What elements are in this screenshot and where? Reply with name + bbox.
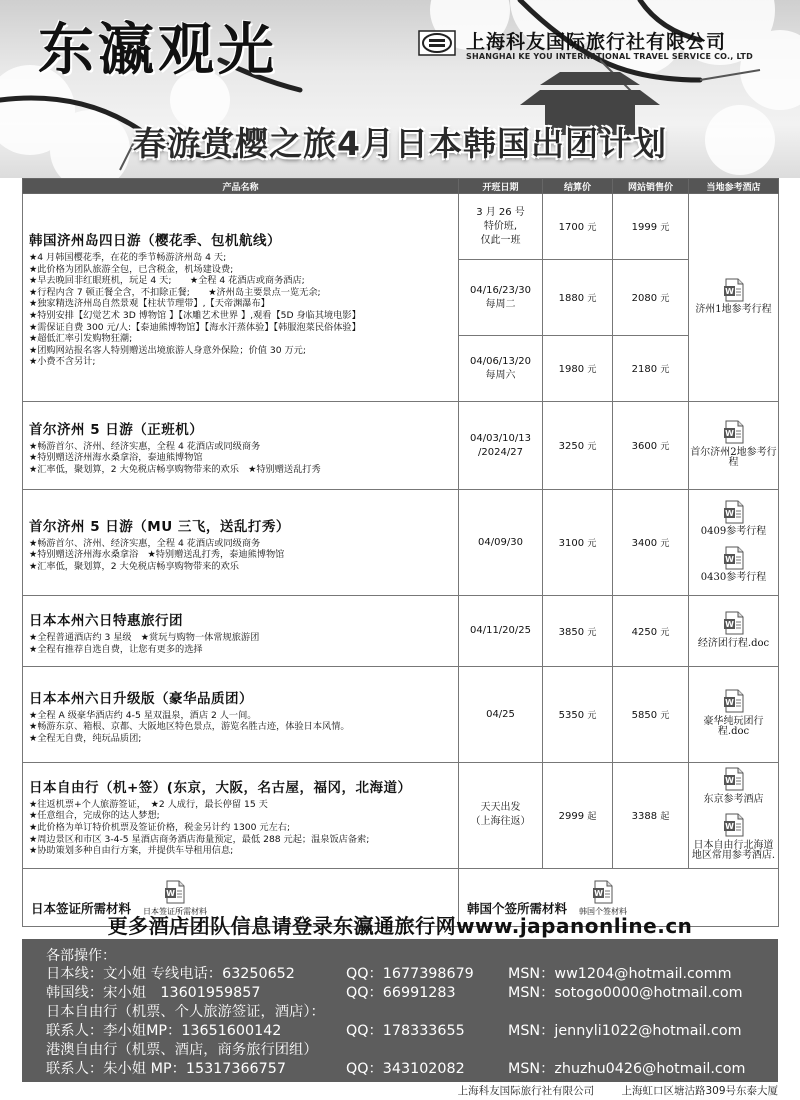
product-cell — [23, 763, 459, 869]
headline: 春游赏樱之旅4月日本韩国出团计划 — [133, 124, 667, 163]
word-document-icon — [723, 689, 745, 713]
word-document-icon — [723, 813, 745, 837]
table-row — [23, 596, 779, 667]
japan-visa-document-label: 日本签证所需材料 — [143, 906, 208, 916]
price-unit: 起 — [660, 811, 670, 822]
col-header-hotel: 当地参考酒店 — [689, 179, 779, 194]
svg-text:W: W — [724, 286, 734, 296]
hotel-document-label: 日本自由行北海道地区常用参考酒店. — [691, 839, 776, 861]
tour-plan-table — [22, 178, 779, 927]
word-document-icon — [723, 546, 745, 570]
web-price — [613, 667, 689, 763]
contact-name: 日本自由行（机票、个人旅游签证，酒店）： — [46, 1004, 325, 1020]
cost-price — [543, 402, 613, 490]
word-document-icon — [592, 880, 614, 904]
contact-name: 韩国线：宋小姐 13601959857 — [46, 985, 261, 1001]
product-feature: ★全程 A 级豪华酒店约 4-5 星双温泉，酒店 2 人一间。 — [29, 709, 257, 721]
cost-value: 1700 — [558, 222, 585, 233]
product-cell — [23, 402, 459, 490]
web-price-value: 3600 — [631, 441, 658, 452]
brand-title: 东瀛观光 — [38, 18, 278, 83]
word-document-icon — [723, 278, 745, 302]
product-feature: ★畅游首尔、济州、经济实惠，全程 4 花酒店或同级商务 — [29, 537, 261, 549]
cost-value: 1880 — [558, 293, 585, 304]
product-feature: ★特别赠送济州海水桑拿浴，泰迪熊博物馆 — [29, 452, 203, 464]
product-cell — [23, 667, 459, 763]
price-unit: 元 — [587, 294, 597, 304]
hotel-cell — [689, 596, 779, 667]
svg-text:W: W — [724, 698, 734, 708]
company-name-en: SHANGHAI KE YOU INTERNATIONAL TRAVEL SERVICE CO., LTD — [466, 52, 753, 61]
hotel-document-label: 0409参考行程 — [700, 526, 767, 537]
company-name-cn: 上海科友国际旅行社有限公司 — [466, 31, 727, 53]
svg-text:W: W — [724, 620, 734, 629]
svg-text:W: W — [724, 508, 734, 518]
web-price-value: 1999 — [631, 222, 658, 233]
price-unit: 元 — [660, 627, 670, 638]
departure-date: 天天出发 （上海往返） — [459, 763, 543, 869]
hotel-document-label: 豪华纯玩团行程.doc — [703, 715, 764, 738]
hotel-document-label: 0430参考行程 — [700, 572, 767, 583]
contact-msn: MSN：sotogo0000@hotmail.com — [508, 985, 743, 1001]
product-title: 日本本州六日升级版（豪华品质团） — [29, 690, 253, 707]
product-feature: ★汇率低，聚划算，2 大免税店畅享购物带来的欢乐 — [29, 560, 239, 572]
product-cell — [23, 596, 459, 667]
departure-date: 3 月 26 号 特价班, 仅此一班 — [459, 194, 543, 260]
col-header-cost: 结算价 — [543, 179, 613, 194]
web-price — [613, 336, 689, 402]
hotel-cell — [689, 490, 779, 596]
contact-msn: MSN：ww1204@hotmail.comm — [508, 966, 732, 982]
price-unit: 元 — [660, 365, 670, 375]
product-title: 首尔济州 5 日游（MU 三飞，送乱打秀） — [29, 518, 290, 535]
price-unit: 元 — [587, 223, 597, 233]
svg-text:W: W — [724, 429, 734, 439]
contact-row — [46, 1022, 778, 1041]
product-title: 日本本州六日特惠旅行团 — [29, 612, 183, 629]
hotel-document-label: 首尔济州2地参考行程 — [690, 446, 777, 469]
col-header-web-price: 网站销售价 — [613, 179, 689, 194]
product-feature: ★此价格为团队旅游全包，已含税金，机场建设费; — [29, 263, 234, 275]
table-row — [23, 194, 779, 260]
product-feature: ★汇率低，聚划算，2 大免税店畅享购物带来的欢乐 ★特别赠送乱打秀 — [29, 463, 321, 475]
departure-date: 04/11/20/25 — [459, 596, 543, 667]
hotel-document-label: 经济团行程.doc — [697, 637, 770, 649]
cost-value: 3850 — [558, 626, 585, 638]
word-document-icon — [723, 420, 745, 444]
hotel-document-label: 东京参考酒店 — [703, 793, 764, 805]
product-cell — [23, 194, 459, 402]
product-feature: ★小费不含另计; — [29, 356, 96, 368]
departure-date: 04/09/30 — [459, 490, 543, 596]
cost-price — [543, 490, 613, 596]
svg-text:W: W — [724, 776, 734, 785]
hotel-document-link[interactable] — [689, 687, 778, 738]
cost-price — [543, 667, 613, 763]
contact-row — [46, 965, 778, 984]
product-feature: ★全程普通酒店约 3 星级 ★赏玩与购物一体常规旅游团 — [29, 631, 260, 643]
footer-heading: 各部操作： — [46, 948, 116, 964]
web-price — [613, 402, 689, 490]
company-logo-icon — [418, 30, 456, 56]
contact-qq: QQ：178333655 — [346, 1023, 465, 1039]
contact-row — [46, 984, 778, 1003]
cost-value: 5350 — [558, 710, 585, 721]
svg-text:W: W — [166, 888, 175, 898]
cost-value: 3100 — [558, 538, 585, 549]
web-price-value: 2180 — [631, 364, 658, 375]
product-feature: ★4 月韩国樱花季，在花的季节畅游济州岛 4 天; — [29, 252, 227, 264]
svg-text:W: W — [724, 822, 734, 831]
price-unit: 元 — [587, 627, 597, 638]
footer-address: 上海虹口区塘沽路309号东泰大厦 — [621, 1085, 778, 1097]
hotel-document-link[interactable] — [689, 811, 778, 862]
cost-value: 3250 — [558, 441, 585, 452]
contact-footer — [22, 939, 778, 1082]
price-unit: 元 — [660, 223, 670, 233]
contact-qq: QQ：1677398679 — [346, 966, 474, 982]
web-price-value: 5850 — [631, 710, 658, 721]
hotel-cell — [689, 194, 779, 402]
product-title: 韩国济州岛四日游（樱花季、包机航线） — [29, 233, 281, 250]
contact-msn: MSN：jennyli1022@hotmail.com — [508, 1023, 742, 1039]
cost-price — [543, 763, 613, 869]
footer-company: 上海科友国际旅行社有限公司 — [457, 1085, 595, 1097]
product-feature: ★超低汇率引发购物狂潮; — [29, 333, 133, 345]
table-header-row — [23, 179, 779, 194]
table-row — [23, 402, 779, 490]
product-feature: ★任意组合，完成你的达人梦想; — [29, 810, 160, 822]
contact-name: 港澳自由行（机票、酒店，商务旅行团组） — [46, 1042, 318, 1058]
departure-date: 04/16/23/30 每周二 — [459, 260, 543, 336]
hotel-document-link[interactable] — [689, 418, 778, 469]
web-price — [613, 763, 689, 869]
web-price — [613, 490, 689, 596]
cost-value: 1980 — [558, 364, 585, 375]
hotel-document-label: 济州1地参考行程 — [695, 304, 772, 315]
web-price — [613, 596, 689, 667]
word-document-icon — [164, 880, 186, 904]
col-header-product: 产品名称 — [23, 179, 459, 194]
header-banner — [0, 0, 800, 178]
col-header-date: 开班日期 — [459, 179, 543, 194]
product-title: 日本自由行（机+签）(东京，大阪，名古屋，福冈，北海道） — [29, 779, 412, 796]
product-feature: ★畅游东京、箱根、京都、大阪地区特色景点，游览名胜古迹，体验日本风情。 — [29, 721, 350, 733]
web-price-value: 3400 — [631, 538, 658, 549]
contact-qq: QQ：66991283 — [346, 985, 456, 1001]
hotel-cell — [689, 402, 779, 490]
hotel-cell — [689, 667, 779, 763]
price-unit: 元 — [660, 711, 670, 721]
product-feature: ★全程无自费，纯玩品质团; — [29, 732, 142, 744]
contact-row — [46, 1060, 778, 1079]
table-row — [23, 490, 779, 596]
korea-visa-label: 韩国个签所需材料 — [467, 900, 568, 916]
address-bar — [0, 1082, 800, 1100]
korea-visa-document-label: 韩国个签材料 — [579, 906, 628, 916]
hotel-document-link[interactable] — [689, 498, 778, 538]
product-feature: ★周边景区和市区 3-4-5 星酒店商务酒店海量预定，最低 288 元起；温泉饭店备索; — [29, 833, 370, 845]
contact-name: 联系人：李小姐MP：13651600142 — [46, 1023, 282, 1039]
contact-name: 日本线：文小姐 专线电话：63250652 — [46, 966, 295, 982]
product-title: 首尔济州 5 日游（正班机） — [29, 421, 204, 438]
contact-row — [46, 1041, 778, 1060]
product-feature: ★特别安排【幻觉艺术 3D 博物馆 】【冰雕艺术世界 】,观看【5D 身临其境电影】 — [29, 310, 361, 321]
contact-name: 联系人：朱小姐 MP：15317366757 — [46, 1061, 286, 1077]
svg-text:W: W — [594, 888, 603, 898]
hotel-cell — [689, 763, 779, 869]
product-feature: ★此价格为单订特价机票及签证价格，税金另计约 1300 元左右; — [29, 821, 291, 833]
cost-price — [543, 194, 613, 260]
web-price-value: 3388 — [631, 810, 658, 822]
word-document-icon — [723, 767, 745, 791]
word-document-icon — [723, 500, 745, 524]
product-feature: ★团购网站报名客人特别赠送出境旅游人身意外保险；价值 30 万元; — [29, 344, 306, 356]
product-feature: ★往返机票+个人旅游签证， ★2 人成行，最长停留 15 天 — [29, 798, 268, 810]
contact-qq: QQ：343102082 — [346, 1061, 465, 1077]
hotel-document-link[interactable] — [689, 544, 778, 584]
hotel-document-link[interactable] — [689, 765, 778, 805]
price-unit: 起 — [587, 811, 597, 822]
cost-value: 2999 — [558, 810, 585, 822]
product-feature: ★特别赠送济州海水桑拿浴 ★特别赠送乱打秀，泰迪熊博物馆 — [29, 549, 285, 561]
departure-date: 04/03/10/13 /2024/27 — [459, 402, 543, 490]
price-unit: 元 — [660, 442, 670, 452]
product-feature: ★全程有推荐自选自费，让您有更多的选择 — [29, 643, 203, 655]
hotel-document-link[interactable] — [689, 609, 778, 649]
price-unit: 元 — [660, 294, 670, 304]
price-unit: 元 — [587, 711, 597, 721]
product-feature: ★协助策划多种自由行方案，并提供车导租用信息; — [29, 845, 234, 857]
departure-date: 04/06/13/20 每周六 — [459, 336, 543, 402]
promo-banner: 更多酒店团队信息请登录东瀛通旅行网www.japanonline.cn — [107, 914, 693, 938]
price-unit: 元 — [587, 365, 597, 375]
table-row — [23, 763, 779, 869]
price-unit: 元 — [587, 442, 597, 452]
cost-price — [543, 336, 613, 402]
contact-row — [46, 1003, 778, 1022]
product-cell — [23, 490, 459, 596]
product-feature: ★独家精选济州岛自然景观【柱状节理带】,【天帝渊瀑布】 — [29, 298, 270, 310]
web-price — [613, 194, 689, 260]
web-price — [613, 260, 689, 336]
product-feature: ★需保证自费 300 元/人:【泰迪熊博物馆】【海水汗蒸体验】【韩服泡菜民俗体验】 — [29, 321, 361, 333]
word-document-icon — [723, 611, 745, 635]
price-unit: 元 — [587, 539, 597, 549]
contact-msn: MSN：zhuzhu0426@hotmail.com — [508, 1061, 746, 1077]
product-feature: ★畅游首尔、济州、经济实惠，全程 4 花酒店或同级商务 — [29, 440, 261, 452]
product-feature: ★早去晚回非红眼班机，玩足 4 天; ★全程 4 花酒店或商务酒店; — [29, 275, 305, 287]
web-price-value: 4250 — [631, 626, 658, 638]
cost-price — [543, 596, 613, 667]
japan-visa-label: 日本签证所需材料 — [31, 900, 132, 916]
departure-date: 04/25 — [459, 667, 543, 763]
price-unit: 元 — [660, 539, 670, 549]
product-feature: ★行程内含 7 顿正餐全含，不扣除正餐; ★济州岛主要景点一览无余; — [29, 286, 321, 298]
svg-text:W: W — [724, 554, 734, 564]
cost-price — [543, 260, 613, 336]
web-price-value: 2080 — [631, 293, 658, 304]
table-row — [23, 667, 779, 763]
hotel-document-link[interactable] — [689, 276, 778, 316]
